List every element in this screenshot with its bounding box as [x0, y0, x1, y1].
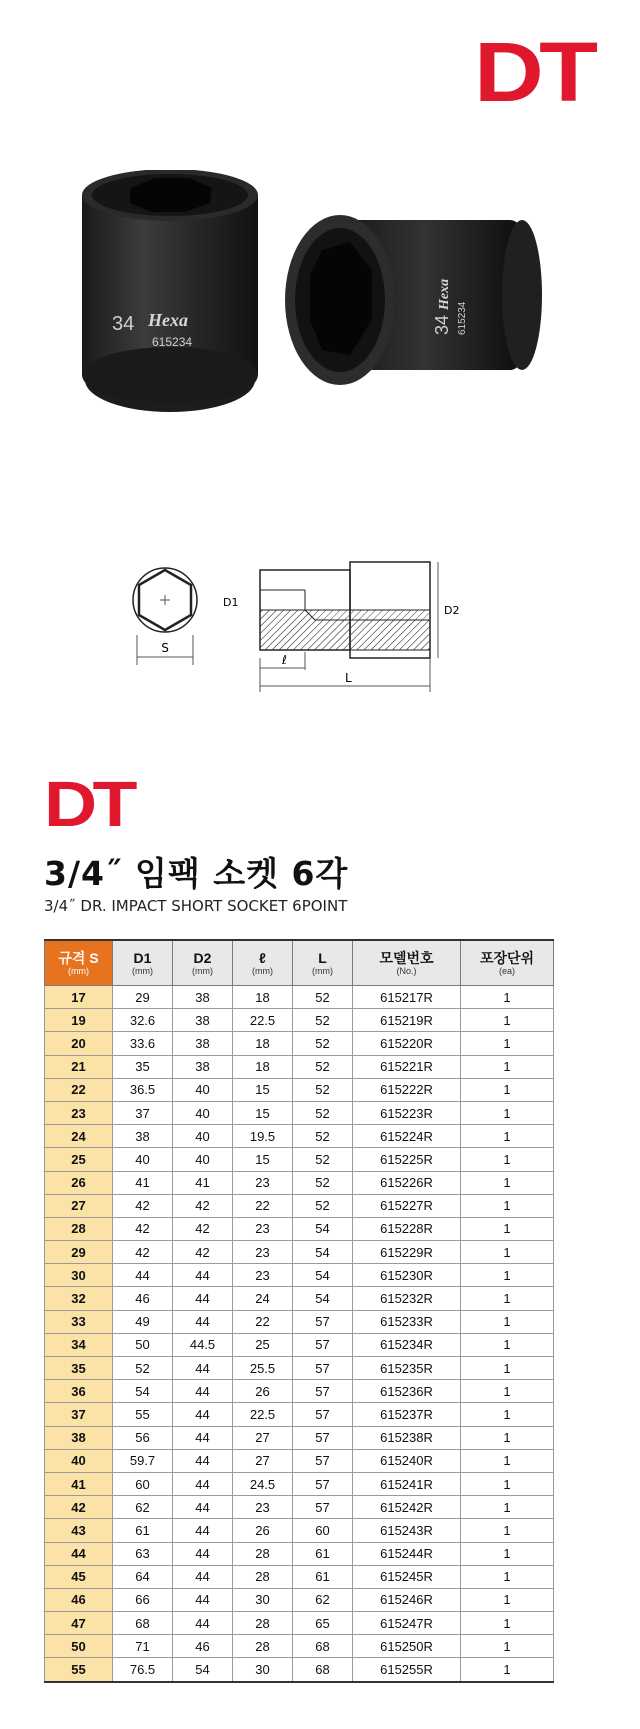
cell-col-l-small: 23 — [233, 1264, 293, 1287]
cell-col-l-small: 18 — [233, 986, 293, 1009]
cell-col-model-no: 615227R — [353, 1194, 461, 1217]
cell-col-l: 52 — [293, 1032, 353, 1055]
product-title-korean: 3/4˝ 임팩 소켓 6각 — [44, 854, 349, 893]
cell-col-d2: 44 — [173, 1588, 233, 1611]
cell-col-model-no: 615237R — [353, 1403, 461, 1426]
cell-col-d1: 55 — [113, 1403, 173, 1426]
cell-col-pack-unit: 1 — [461, 1658, 554, 1682]
cell-col-size: 27 — [45, 1194, 113, 1217]
cell-col-model-no: 615233R — [353, 1310, 461, 1333]
cell-col-l-small: 23 — [233, 1496, 293, 1519]
cell-col-size: 26 — [45, 1171, 113, 1194]
cell-col-l-small: 30 — [233, 1588, 293, 1611]
cell-col-model-no: 615241R — [353, 1472, 461, 1495]
cell-col-model-no: 615222R — [353, 1078, 461, 1101]
label-l-small: ℓ — [282, 653, 287, 667]
table-row — [45, 1078, 554, 1101]
cell-col-pack-unit: 1 — [461, 1472, 554, 1495]
cell-col-pack-unit: 1 — [461, 1264, 554, 1287]
cell-col-d2: 40 — [173, 1125, 233, 1148]
cell-col-l: 54 — [293, 1217, 353, 1240]
cell-col-l-small: 24.5 — [233, 1472, 293, 1495]
brand-logo-section: DT — [44, 768, 133, 840]
cell-col-d2: 38 — [173, 986, 233, 1009]
cell-col-pack-unit: 1 — [461, 1449, 554, 1472]
cell-col-d1: 32.6 — [113, 1009, 173, 1032]
cell-col-d2: 44.5 — [173, 1333, 233, 1356]
socket-lying-image — [285, 215, 542, 385]
cell-col-d1: 50 — [113, 1333, 173, 1356]
header-label: L — [318, 949, 327, 966]
model-marking-2: 615234 — [457, 301, 468, 335]
cell-col-d2: 40 — [173, 1148, 233, 1171]
cell-col-l: 57 — [293, 1403, 353, 1426]
cell-col-d1: 52 — [113, 1357, 173, 1380]
cell-col-model-no: 615236R — [353, 1380, 461, 1403]
cell-col-l: 57 — [293, 1333, 353, 1356]
table-row — [45, 1055, 554, 1078]
cell-col-size: 38 — [45, 1426, 113, 1449]
cell-col-pack-unit: 1 — [461, 986, 554, 1009]
cell-col-size: 45 — [45, 1565, 113, 1588]
cell-col-d1: 29 — [113, 986, 173, 1009]
cell-col-l-small: 27 — [233, 1426, 293, 1449]
cell-col-pack-unit: 1 — [461, 1287, 554, 1310]
table-row — [45, 1032, 554, 1055]
technical-drawing — [120, 540, 500, 710]
cell-col-d1: 35 — [113, 1055, 173, 1078]
header-col-model-no — [353, 940, 461, 986]
cell-col-model-no: 615240R — [353, 1449, 461, 1472]
cell-col-size: 40 — [45, 1449, 113, 1472]
cell-col-d2: 44 — [173, 1612, 233, 1635]
cell-col-d1: 64 — [113, 1565, 173, 1588]
cell-col-size: 32 — [45, 1287, 113, 1310]
header-col-pack-unit — [461, 940, 554, 986]
cell-col-pack-unit: 1 — [461, 1496, 554, 1519]
cell-col-d2: 44 — [173, 1403, 233, 1426]
cell-col-size: 35 — [45, 1357, 113, 1380]
cell-col-l: 68 — [293, 1635, 353, 1658]
cell-col-l: 68 — [293, 1658, 353, 1682]
spec-table-header — [45, 940, 554, 986]
cell-col-l-small: 25 — [233, 1333, 293, 1356]
cell-col-d2: 44 — [173, 1426, 233, 1449]
cell-col-d1: 49 — [113, 1310, 173, 1333]
cell-col-size: 36 — [45, 1380, 113, 1403]
cell-col-size: 34 — [45, 1333, 113, 1356]
cell-col-l-small: 18 — [233, 1032, 293, 1055]
header-unit: (mm) — [312, 965, 333, 976]
cell-col-l-small: 26 — [233, 1519, 293, 1542]
socket-size-marking: 34 — [112, 313, 135, 335]
cell-col-d1: 62 — [113, 1496, 173, 1519]
cell-col-pack-unit: 1 — [461, 1565, 554, 1588]
table-row — [45, 1449, 554, 1472]
cell-col-model-no: 615223R — [353, 1101, 461, 1124]
cell-col-l-small: 22 — [233, 1310, 293, 1333]
spec-table-body — [45, 986, 554, 1682]
cell-col-d2: 44 — [173, 1449, 233, 1472]
cell-col-d1: 40 — [113, 1148, 173, 1171]
cell-col-size: 50 — [45, 1635, 113, 1658]
table-row — [45, 1426, 554, 1449]
cell-col-d2: 40 — [173, 1101, 233, 1124]
header-unit: (mm) — [252, 965, 273, 976]
table-row — [45, 1658, 554, 1682]
cell-col-l-small: 15 — [233, 1078, 293, 1101]
table-row — [45, 1519, 554, 1542]
cell-col-l-small: 22.5 — [233, 1403, 293, 1426]
cell-col-l-small: 22 — [233, 1194, 293, 1217]
cell-col-size: 22 — [45, 1078, 113, 1101]
cell-col-size: 46 — [45, 1588, 113, 1611]
hexa-logo-marking: Hexa — [148, 310, 188, 330]
cell-col-l: 60 — [293, 1519, 353, 1542]
cell-col-l: 54 — [293, 1241, 353, 1264]
cell-col-model-no: 615250R — [353, 1635, 461, 1658]
cell-col-l: 57 — [293, 1496, 353, 1519]
cell-col-d2: 42 — [173, 1217, 233, 1240]
front-view-drawing — [133, 568, 238, 665]
cell-col-size: 21 — [45, 1055, 113, 1078]
table-row — [45, 1565, 554, 1588]
product-photo — [60, 170, 600, 480]
cell-col-pack-unit: 1 — [461, 1357, 554, 1380]
table-row — [45, 1171, 554, 1194]
cell-col-l: 57 — [293, 1449, 353, 1472]
cell-col-d2: 38 — [173, 1009, 233, 1032]
cell-col-pack-unit: 1 — [461, 1403, 554, 1426]
label-d2: D2 — [444, 604, 460, 617]
table-row — [45, 1472, 554, 1495]
header-col-size — [45, 940, 113, 986]
header-unit: (No.) — [396, 965, 417, 976]
cell-col-model-no: 615238R — [353, 1426, 461, 1449]
cell-col-d2: 44 — [173, 1496, 233, 1519]
cell-col-l: 57 — [293, 1472, 353, 1495]
cell-col-size: 29 — [45, 1241, 113, 1264]
cell-col-pack-unit: 1 — [461, 1635, 554, 1658]
cell-col-pack-unit: 1 — [461, 1217, 554, 1240]
header-label: D1 — [133, 949, 152, 966]
cell-col-model-no: 615226R — [353, 1171, 461, 1194]
cell-col-size: 25 — [45, 1148, 113, 1171]
cell-col-pack-unit: 1 — [461, 1009, 554, 1032]
cell-col-l: 61 — [293, 1565, 353, 1588]
cell-col-model-no: 615247R — [353, 1612, 461, 1635]
cell-col-d2: 44 — [173, 1264, 233, 1287]
cell-col-d1: 59.7 — [113, 1449, 173, 1472]
cell-col-model-no: 615234R — [353, 1333, 461, 1356]
cell-col-d2: 42 — [173, 1241, 233, 1264]
cell-col-l-small: 23 — [233, 1171, 293, 1194]
header-label: 포장단위 — [479, 949, 535, 966]
cell-col-model-no: 615220R — [353, 1032, 461, 1055]
cell-col-d2: 44 — [173, 1472, 233, 1495]
table-row — [45, 986, 554, 1009]
table-row — [45, 1635, 554, 1658]
cell-col-d2: 44 — [173, 1287, 233, 1310]
product-title-english: 3/4˝ DR. IMPACT SHORT SOCKET 6POINT — [44, 897, 348, 915]
cell-col-size: 33 — [45, 1310, 113, 1333]
cell-col-l-small: 28 — [233, 1565, 293, 1588]
header-col-l-small — [233, 940, 293, 986]
header-col-d1 — [113, 940, 173, 986]
cell-col-l: 57 — [293, 1310, 353, 1333]
table-row — [45, 1310, 554, 1333]
cell-col-l-small: 15 — [233, 1101, 293, 1124]
cell-col-d1: 46 — [113, 1287, 173, 1310]
cell-col-l-small: 15 — [233, 1148, 293, 1171]
cell-col-l-small: 27 — [233, 1449, 293, 1472]
cell-col-d1: 42 — [113, 1241, 173, 1264]
cell-col-l-small: 28 — [233, 1635, 293, 1658]
cell-col-l-small: 19.5 — [233, 1125, 293, 1148]
cell-col-l: 52 — [293, 1055, 353, 1078]
cell-col-d2: 54 — [173, 1658, 233, 1682]
cell-col-d1: 42 — [113, 1194, 173, 1217]
cell-col-pack-unit: 1 — [461, 1380, 554, 1403]
table-row — [45, 1542, 554, 1565]
cell-col-l: 61 — [293, 1542, 353, 1565]
cell-col-d1: 54 — [113, 1380, 173, 1403]
cell-col-size: 44 — [45, 1542, 113, 1565]
cell-col-d2: 44 — [173, 1565, 233, 1588]
cell-col-pack-unit: 1 — [461, 1148, 554, 1171]
cell-col-model-no: 615225R — [353, 1148, 461, 1171]
cell-col-model-no: 615229R — [353, 1241, 461, 1264]
cell-col-model-no: 615244R — [353, 1542, 461, 1565]
cell-col-pack-unit: 1 — [461, 1125, 554, 1148]
table-row — [45, 1148, 554, 1171]
cell-col-size: 42 — [45, 1496, 113, 1519]
cell-col-d2: 46 — [173, 1635, 233, 1658]
table-row — [45, 1380, 554, 1403]
cell-col-size: 37 — [45, 1403, 113, 1426]
side-view-drawing — [260, 562, 459, 692]
header-label: ℓ — [259, 949, 266, 966]
cell-col-d1: 60 — [113, 1472, 173, 1495]
cell-col-d2: 44 — [173, 1310, 233, 1333]
cell-col-l-small: 22.5 — [233, 1009, 293, 1032]
cell-col-l: 52 — [293, 1078, 353, 1101]
header-col-d2 — [173, 940, 233, 986]
table-row — [45, 1333, 554, 1356]
cell-col-l-small: 28 — [233, 1612, 293, 1635]
cell-col-pack-unit: 1 — [461, 1588, 554, 1611]
table-row — [45, 1287, 554, 1310]
cell-col-model-no: 615243R — [353, 1519, 461, 1542]
cell-col-pack-unit: 1 — [461, 1171, 554, 1194]
cell-col-model-no: 615235R — [353, 1357, 461, 1380]
table-row — [45, 1357, 554, 1380]
cell-col-pack-unit: 1 — [461, 1078, 554, 1101]
cell-col-d1: 63 — [113, 1542, 173, 1565]
label-s: S — [161, 641, 169, 655]
cell-col-l: 52 — [293, 1148, 353, 1171]
header-unit: (mm) — [68, 965, 89, 976]
table-row — [45, 1101, 554, 1124]
cell-col-d1: 33.6 — [113, 1032, 173, 1055]
cell-col-d2: 44 — [173, 1519, 233, 1542]
cell-col-size: 23 — [45, 1101, 113, 1124]
cell-col-pack-unit: 1 — [461, 1519, 554, 1542]
cell-col-size: 20 — [45, 1032, 113, 1055]
cell-col-size: 43 — [45, 1519, 113, 1542]
table-row — [45, 1403, 554, 1426]
cell-col-l-small: 23 — [233, 1217, 293, 1240]
cell-col-d2: 44 — [173, 1357, 233, 1380]
cell-col-d1: 61 — [113, 1519, 173, 1542]
cell-col-l-small: 23 — [233, 1241, 293, 1264]
cell-col-model-no: 615245R — [353, 1565, 461, 1588]
cell-col-d1: 42 — [113, 1217, 173, 1240]
cell-col-size: 41 — [45, 1472, 113, 1495]
cell-col-d1: 41 — [113, 1171, 173, 1194]
cell-col-d1: 71 — [113, 1635, 173, 1658]
label-l: L — [345, 671, 352, 685]
cell-col-size: 17 — [45, 986, 113, 1009]
cell-col-l: 54 — [293, 1287, 353, 1310]
cell-col-d2: 38 — [173, 1032, 233, 1055]
cell-col-pack-unit: 1 — [461, 1101, 554, 1124]
cell-col-pack-unit: 1 — [461, 1032, 554, 1055]
cell-col-d1: 66 — [113, 1588, 173, 1611]
table-row — [45, 1612, 554, 1635]
cell-col-model-no: 615255R — [353, 1658, 461, 1682]
cell-col-model-no: 615232R — [353, 1287, 461, 1310]
header-label: 모델번호 — [379, 949, 434, 966]
cell-col-l: 52 — [293, 986, 353, 1009]
socket-standing-image — [82, 170, 258, 412]
cell-col-l: 57 — [293, 1426, 353, 1449]
spec-table — [44, 939, 554, 1683]
cell-col-pack-unit: 1 — [461, 1194, 554, 1217]
cell-col-pack-unit: 1 — [461, 1055, 554, 1078]
header-col-l — [293, 940, 353, 986]
cell-col-d1: 36.5 — [113, 1078, 173, 1101]
cell-col-pack-unit: 1 — [461, 1612, 554, 1635]
table-row — [45, 1588, 554, 1611]
label-d1: D1 — [223, 596, 239, 609]
cell-col-l-small: 18 — [233, 1055, 293, 1078]
cell-col-size: 24 — [45, 1125, 113, 1148]
cell-col-model-no: 615221R — [353, 1055, 461, 1078]
cell-col-pack-unit: 1 — [461, 1241, 554, 1264]
cell-col-pack-unit: 1 — [461, 1333, 554, 1356]
cell-col-d1: 56 — [113, 1426, 173, 1449]
cell-col-l: 65 — [293, 1612, 353, 1635]
cell-col-model-no: 615242R — [353, 1496, 461, 1519]
cell-col-d2: 40 — [173, 1078, 233, 1101]
cell-col-l: 52 — [293, 1194, 353, 1217]
cell-col-l-small: 28 — [233, 1542, 293, 1565]
cell-col-l-small: 26 — [233, 1380, 293, 1403]
cell-col-l-small: 30 — [233, 1658, 293, 1682]
cell-col-size: 30 — [45, 1264, 113, 1287]
cell-col-d2: 42 — [173, 1194, 233, 1217]
header-unit: (mm) — [132, 965, 153, 976]
cell-col-l: 54 — [293, 1264, 353, 1287]
cell-col-l: 52 — [293, 1125, 353, 1148]
cell-col-d2: 41 — [173, 1171, 233, 1194]
cell-col-pack-unit: 1 — [461, 1542, 554, 1565]
cell-col-pack-unit: 1 — [461, 1426, 554, 1449]
cell-col-l: 57 — [293, 1380, 353, 1403]
cell-col-size: 19 — [45, 1009, 113, 1032]
cell-col-d2: 44 — [173, 1542, 233, 1565]
cell-col-d1: 37 — [113, 1101, 173, 1124]
cell-col-size: 28 — [45, 1217, 113, 1240]
cell-col-model-no: 615219R — [353, 1009, 461, 1032]
table-row — [45, 1496, 554, 1519]
cell-col-l: 52 — [293, 1171, 353, 1194]
cell-col-d2: 44 — [173, 1380, 233, 1403]
cell-col-l: 62 — [293, 1588, 353, 1611]
cell-col-pack-unit: 1 — [461, 1310, 554, 1333]
cell-col-size: 47 — [45, 1612, 113, 1635]
cell-col-l-small: 24 — [233, 1287, 293, 1310]
cell-col-model-no: 615228R — [353, 1217, 461, 1240]
cell-col-d1: 38 — [113, 1125, 173, 1148]
table-row — [45, 1125, 554, 1148]
socket-size-marking-2: 34 — [432, 314, 452, 335]
table-row — [45, 1241, 554, 1264]
cell-col-d2: 38 — [173, 1055, 233, 1078]
table-row — [45, 1264, 554, 1287]
cell-col-d1: 44 — [113, 1264, 173, 1287]
header-label: 규격 S — [58, 949, 99, 966]
header-unit: (ea) — [498, 965, 515, 976]
cell-col-l: 57 — [293, 1357, 353, 1380]
header-label: D2 — [193, 949, 212, 966]
cell-col-l: 52 — [293, 1009, 353, 1032]
model-marking: 615234 — [152, 335, 193, 349]
cell-col-model-no: 615217R — [353, 986, 461, 1009]
table-row — [45, 1194, 554, 1217]
cell-col-model-no: 615224R — [353, 1125, 461, 1148]
table-row — [45, 1217, 554, 1240]
cell-col-model-no: 615246R — [353, 1588, 461, 1611]
cell-col-l-small: 25.5 — [233, 1357, 293, 1380]
header-unit: (mm) — [192, 965, 213, 976]
cell-col-d1: 68 — [113, 1612, 173, 1635]
cell-col-size: 55 — [45, 1658, 113, 1682]
cell-col-model-no: 615230R — [353, 1264, 461, 1287]
cell-col-d1: 76.5 — [113, 1658, 173, 1682]
table-row — [45, 1009, 554, 1032]
brand-logo-top: DT — [474, 25, 594, 119]
cell-col-l: 52 — [293, 1101, 353, 1124]
hexa-logo-marking-2: Hexa — [437, 278, 452, 310]
